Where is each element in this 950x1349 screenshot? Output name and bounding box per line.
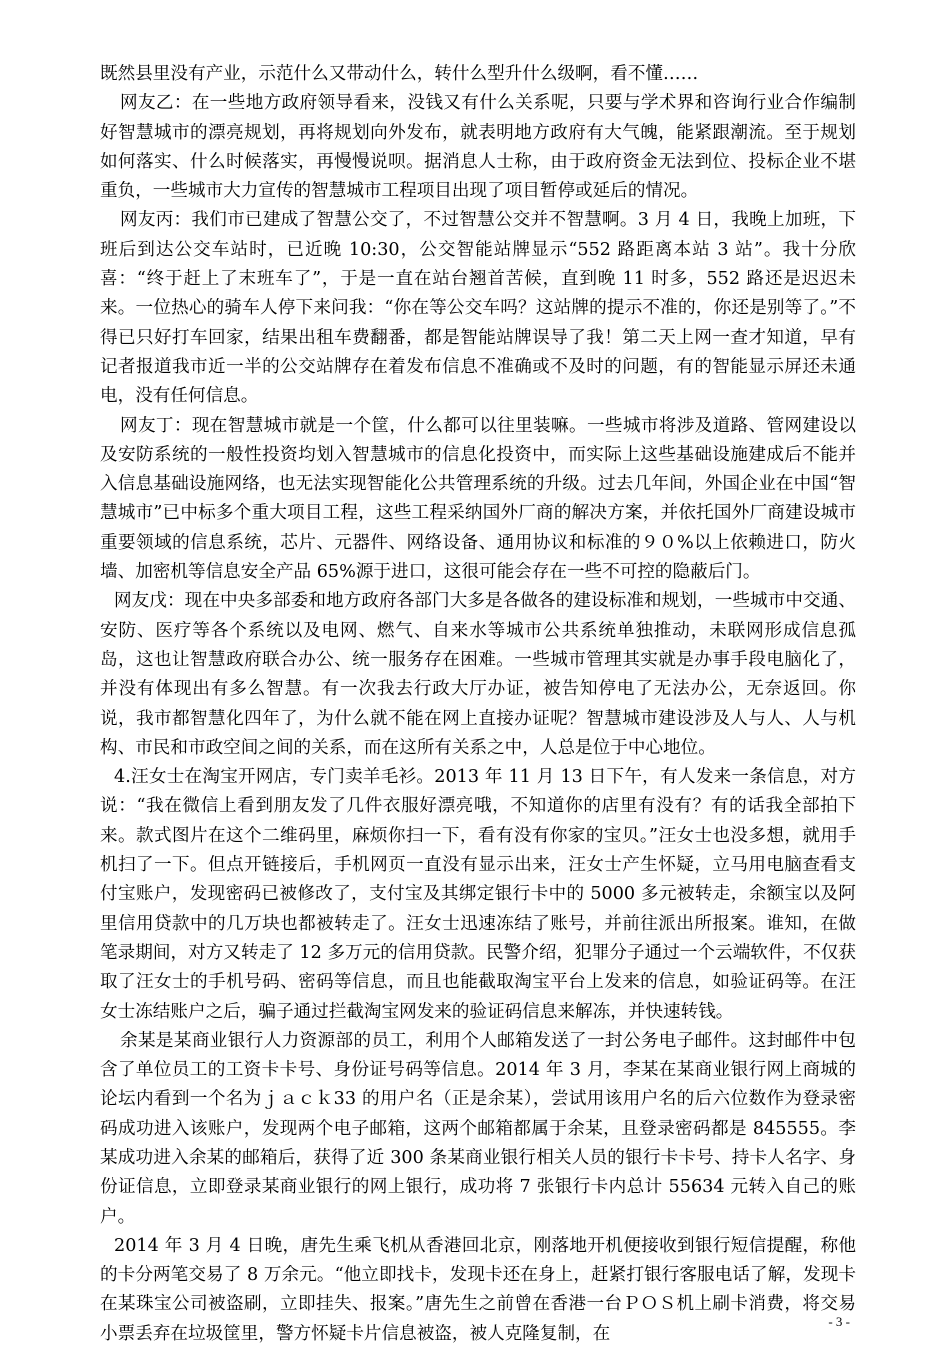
paragraph-netizen-d: 网友丁：现在智慧城市就是一个筐，什么都可以往里装嘛。一些城市将涉及道路、管网建设以及安防系统的一般性投资均划入智慧城市的信息化投资中，而实际上这些基础设施建成后不能并入信息基础设施网络，也无法实现智能化公共管理系统的升级。过去几年间，外国企业在中国“智慧城市”已中标多个重大项目工程，这些工程采纳国外厂商的解决方案，并依托国外厂商建设城市重要领域的信息系统，芯片、元器件、网络设备、通用协议和标准的９０%以上依赖进口，防火墙、加密机等信息安全产品 65%源于进口，这很可能会存在一些不可控的隐蔽后门。: [100, 415, 856, 583]
paragraph-netizen-e: 网友戊：现在中央多部委和地方政府各部门大多是各做各的建设标准和规划，一些城市中交通、安防、医疗等各个系统以及电网、燃气、自来水等城市公共系统单独推动，未联网形成信息孤岛，这也让智慧政府联合办公、统一服务存在困难。一些城市管理其实就是办事手段电脑化了，并没有体现出有多么智慧。有一次我去行政大厅办证，被告知停电了无法办公，无奈返回。你说，我市都智慧化四年了，为什么就不能在网上直接办证呢？智慧城市建设涉及人与人、人与机构、市民和市政空间之间的关系，而在这所有关系之中，人总是位于中心地位。: [100, 591, 856, 758]
paragraph-netizen-b: 网友乙：在一些地方政府领导看来，没钱又有什么关系呢，只要与学术界和咨询行业合作编制好智慧城市的漂亮规划，再将规划向外发布，就表明地方政府有大气魄，能紧跟潮流。至于规划如何落实、什么时候落实，再慢慢说呗。据消息人士称，由于政府资金无法到位、投标企业不堪重负，一些城市大力宣传的智慧城市工程项目出现了项目暂停或延后的情况。: [100, 93, 856, 202]
paragraph-tang-case: 2014 年 3 月 4 日晚，唐先生乘飞机从香港回北京，刚落地开机便接收到银行短信提醒，称他的卡分两笔交易了 8 万余元。“他立即找卡，发现卡还在身上，赶紧打银行客服电话了解，发现卡在某珠宝公司被盗刷，立即挂失、报案。”唐先生之前曾在香港一台ＰＯＳ机上刷卡消费，将交易小票丢弃在垃圾筐里，警方怀疑卡片信息被盗，被人克隆复制，在: [100, 1235, 856, 1344]
paragraph-yu-case: 余某是某商业银行人力资源部的员工，利用个人邮箱发送了一封公务电子邮件。这封邮件中包含了单位员工的工资卡卡号、身份证号码等信息。2014 年 3 月，李某在某商业银行网上商城的论坛内看到一个名为ｊａｃｋ33 的用户名（正是余某），尝试用该用户名的后六位数作为登录密码成功进入该账户，发现两个电子邮箱，这两个邮箱都属于余某，且登录密码都是 845555。李某成功进入余某的邮箱后，获得了近 300 条某商业银行相关人员的银行卡卡号、持卡人名字、身份证信息，立即登录某商业银行的网上银行，成功将 7 张银行卡内总计 55634 元转入自己的账户。: [100, 1030, 856, 1227]
paragraph-netizen-c: 网友丙：我们市已建成了智慧公交了，不过智慧公交并不智慧啊。3 月 4 日，我晚上加班，下班后到达公交车站时，已近晚 10:30，公交智能站牌显示“552 路距离本站 3 站”。我十分欣喜：“终于赶上了末班车了”，于是一直在站台翘首苦候，直到晚 11 时多，552 路还是迟迟未来。一位热心的骑车人停下来问我：“你在等公交车吗？这站牌的提示不准的，你还是别等了。”不得已只好打车回家，结果出租车费翻番，都是智能站牌误导了我！第二天上网一查才知道，早有记者报道我市近一半的公交站牌存在着发布信息不准确或不及时的问题，有的智能显示屏还未通电，没有任何信息。: [100, 210, 856, 407]
paragraph-continuation: 既然县里没有产业，示范什么又带动什么，转什么型升什么级啊，看不懂……: [100, 64, 699, 84]
document-body: [100, 60, 856, 1349]
paragraph-case-4: 4.汪女士在淘宝开网店，专门卖羊毛衫。2013 年 11 月 13 日下午，有人发来一条信息，对方说：“我在微信上看到朋友发了几件衣服好漂亮哦，不知道你的店里有没有？有的话我全部拍下来。款式图片在这个二维码里，麻烦你扫一下，看有没有你家的宝贝。”汪女士也没多想，就用手机扫了一下。但点开链接后，手机网页一直没有显示出来，汪女士产生怀疑，立马用电脑查看支付宝账户，发现密码已被修改了，支付宝及其绑定银行卡中的 5000 多元被转走，余额宝以及阿里信用贷款中的几万块也都被转走了。汪女士迅速冻结了账号，并前往派出所报案。谁知，在做笔录期间，对方又转走了 12 多万元的信用贷款。民警介绍，犯罪分子通过一个云端软件，不仅获取了汪女士的手机号码、密码等信息，而且也能截取淘宝平台上发来的信息，如验证码等。在汪女士冻结账户之后，骗子通过拦截淘宝网发来的验证码信息来解冻，并快速转钱。: [100, 767, 856, 1022]
page-number: - 3 -: [828, 1314, 850, 1329]
